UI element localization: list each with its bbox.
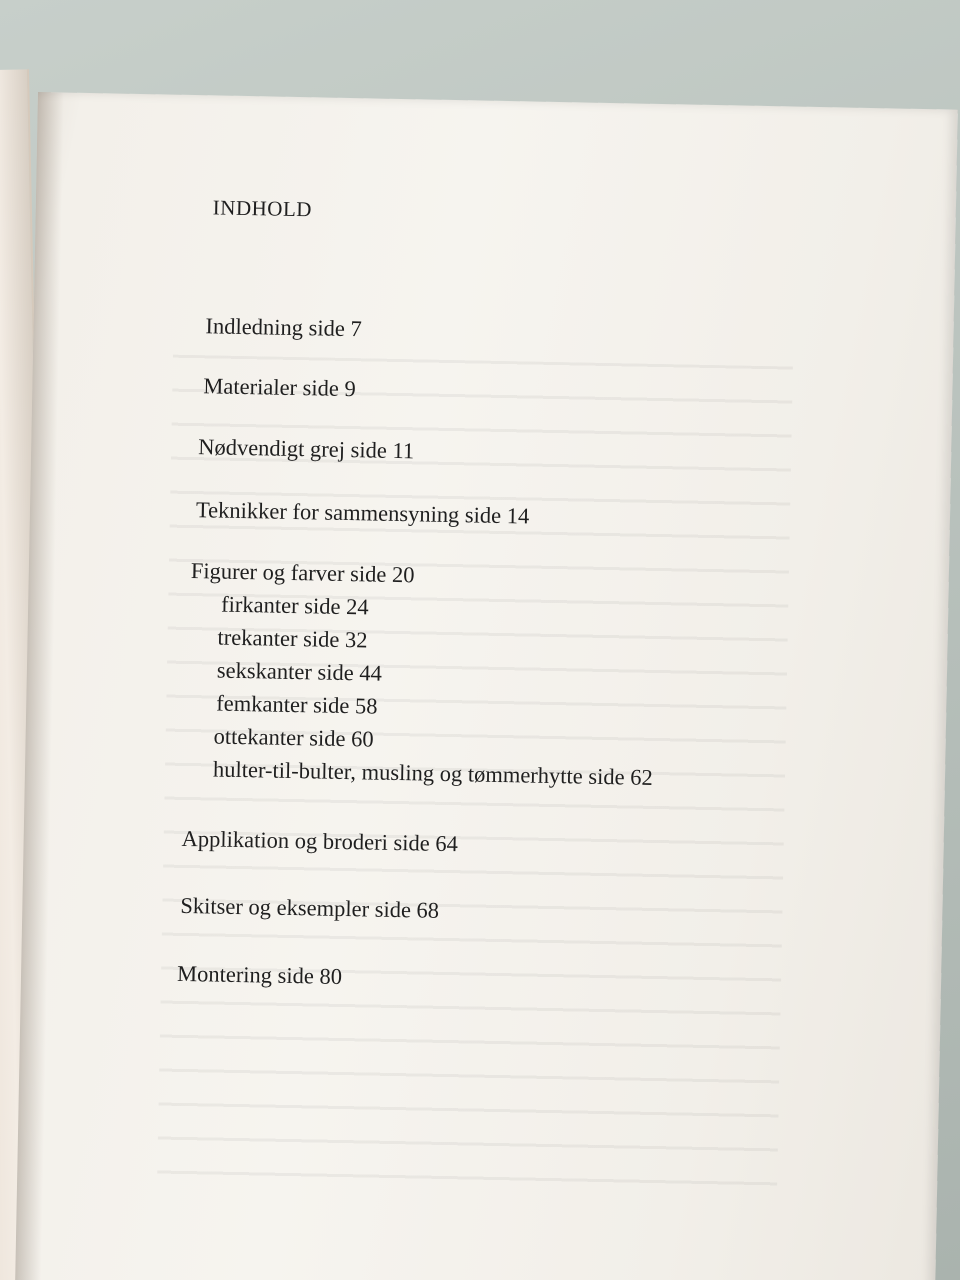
toc-entry: Applikation og broderi side 64 [181, 825, 459, 857]
toc-entry: Skitser og eksempler side 68 [180, 892, 440, 923]
table-of-contents [15, 92, 958, 1280]
toc-entry: Teknikker for sammensyning side 14 [195, 497, 530, 529]
book-page [15, 92, 958, 1280]
toc-entry: Figurer og farver side 20 [190, 558, 415, 588]
toc-subentry: ottekanter side 60 [213, 723, 374, 752]
toc-entry: Indledning side 7 [205, 313, 362, 342]
toc-entry: Nødvendigt grej side 11 [197, 434, 415, 464]
toc-subentry: trekanter side 32 [217, 624, 368, 653]
toc-subentry: femkanter side 58 [216, 690, 378, 719]
toc-entry: Montering side 80 [176, 960, 343, 989]
toc-heading: INDHOLD [212, 195, 313, 222]
toc-subentry: sekskanter side 44 [216, 657, 383, 686]
toc-subentry: firkanter side 24 [220, 591, 369, 620]
toc-entry: Materialer side 9 [203, 373, 357, 402]
toc-subentry: hulter-til-bulter, musling og tømmerhytte side 62 [212, 756, 654, 790]
